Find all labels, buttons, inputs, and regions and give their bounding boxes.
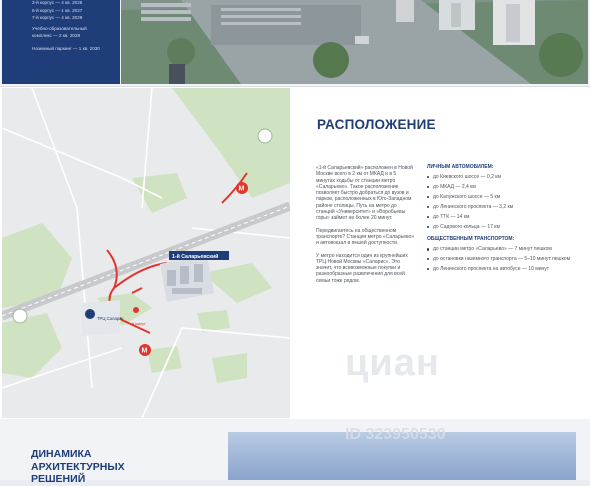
aerial-photo [121, 0, 588, 84]
car-header: ЛИЧНЫМ АВТОМОБИЛЕМ: [427, 164, 494, 170]
schedule-line: 3-й корпус — 4 кв. 2026 [32, 0, 83, 5]
watermark: циан [345, 342, 440, 384]
park-icon [13, 309, 27, 323]
location-section [0, 86, 590, 420]
transit-header: ОБЩЕСТВЕННЫМ ТРАНСПОРТОМ: [427, 236, 515, 243]
schedule-line: 7-й корпус — 4 кв. 2029 [32, 15, 83, 20]
list-item: до ТТК — 14 км [427, 214, 577, 220]
car-distance-list [427, 174, 577, 230]
schedule-line: Учебно-образовательный [32, 26, 87, 31]
section-title: ДИНАМИКА АРХИТЕКТУРНЫХ РЕШЕНИЙ [31, 448, 125, 485]
location-description [316, 165, 416, 290]
list-item: до Калужского шоссе — 5 км [427, 194, 577, 200]
complex-label: 1-й Саларьевский [172, 254, 219, 260]
list-item: до станции метро «Саларьево» — 7 минут пешком [427, 246, 577, 252]
top-section [0, 0, 590, 86]
location-info [292, 87, 588, 419]
list-item: до МКАД — 2,4 км [427, 184, 577, 190]
metro-icon: М [238, 185, 245, 193]
pedestrian-icon [133, 307, 139, 313]
distance-list [427, 164, 577, 278]
list-item: до Садового кольца — 17 км [427, 224, 577, 230]
schedule-line: комплекс — 2 кв. 2028 [32, 33, 81, 38]
description-paragraph: У метро находится один из крупнейших ТРЦ Новой Москвы «Саларис». Это значит, что всевозможные покупки и разнообразные развлечения для всей семьи тоже рядом. [316, 252, 408, 284]
description-paragraph: «1-й Саларьевский» расположен в Новой Москве всего в 2 км от МКАД и в 5 минутах ходьбы от станции метро «Саларьево». Такое расположение позволяет быстро добраться до вузов и парков, расположенных в Юго-Западном районе столицы. Путь на метро до станций «Университет» и «Воробьевы горы» займет не более 20 минут. [316, 165, 413, 222]
list-item: до остановки наземного транспорта — 5–10 минут пешком [427, 256, 577, 262]
section-title: РАСПОЛОЖЕНИЕ [317, 117, 436, 132]
park-icon [258, 129, 272, 143]
architecture-section [0, 419, 590, 485]
walk-time-label: 5 минут [132, 322, 146, 326]
description-paragraph: Передвигаетесь на общественном транспорте? Станция метро «Саларьево» и автовокзал в пешей доступности. [316, 227, 415, 247]
schedule-line: 6-й корпус — 1 кв. 2027 [32, 8, 83, 13]
metro-icon: М [141, 347, 148, 355]
list-item: до Ленинского проспекта на автобусе — 10 минут [427, 266, 577, 272]
listing-id-watermark: ID 323950530 [345, 426, 446, 443]
mall-label: ТРЦ Саларис [97, 316, 124, 321]
list-item: до Ленинского проспекта — 3,2 км [427, 204, 577, 210]
location-map [2, 88, 290, 418]
list-item: до Киевского шоссе — 0,2 км [427, 174, 577, 180]
transit-distance-list [427, 246, 577, 272]
schedule-line: Наземный паркинг — 1 кв. 2030 [32, 46, 100, 51]
construction-schedule [2, 0, 120, 84]
